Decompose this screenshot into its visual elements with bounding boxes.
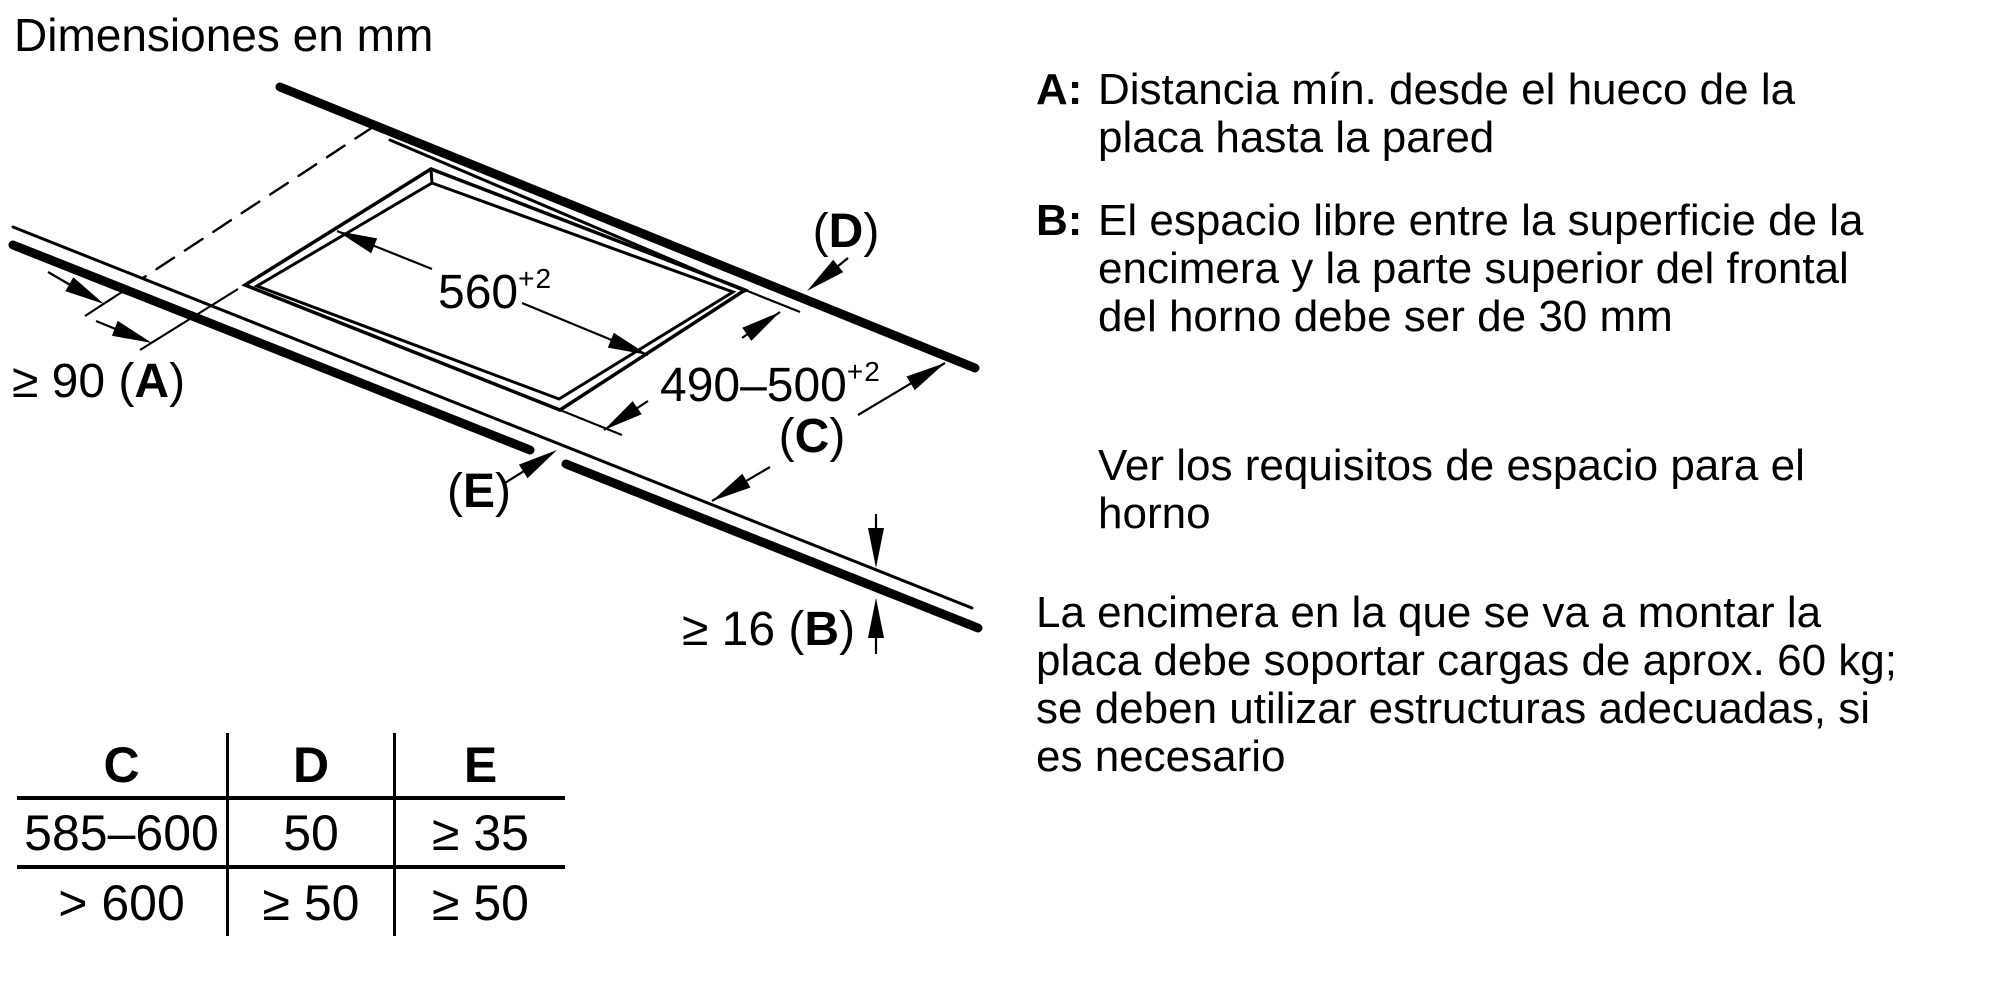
table-cell-e2: ≥ 50 bbox=[432, 874, 529, 931]
note-oven-space: Ver los requisitos de espacio para el horno bbox=[1098, 441, 1805, 538]
dim-560-value: 560 bbox=[438, 266, 519, 319]
label-e-arrowhead bbox=[519, 450, 557, 478]
table-header-d: D bbox=[229, 733, 396, 800]
dim-b-arrowhead-top bbox=[868, 528, 884, 568]
dim-c-arrowhead-upper bbox=[907, 363, 946, 390]
wall-reference-dashed-line bbox=[143, 127, 373, 278]
table-cell-d1: 50 bbox=[229, 800, 396, 869]
note-b-label: B: bbox=[1036, 196, 1083, 245]
dim-a-arrow-shaft-1 bbox=[48, 272, 72, 286]
dim-560-label bbox=[438, 255, 552, 317]
label-e: (E) bbox=[447, 465, 511, 518]
dim-560-arrowhead-left bbox=[337, 231, 377, 253]
cutout-corner-step bbox=[431, 169, 432, 183]
note-load-capacity: La encimera en la que se va a montar la placa debe soportar cargas de aprox. 60 kg; se deben utilizar estructuras adecuadas, si es necesario bbox=[1036, 588, 1897, 781]
note-b-text: El espacio libre entre la superficie de la encimera y la parte superior del frontal del horno debe ser de 30 mm bbox=[1098, 196, 1864, 341]
label-c: (C) bbox=[778, 410, 846, 463]
table-cell-c2: > 600 bbox=[17, 869, 229, 936]
dim-a-label: ≥ 90 (A) bbox=[12, 355, 186, 408]
table-cell-e1: ≥ 35 bbox=[396, 800, 565, 869]
dimensions-table bbox=[17, 733, 565, 936]
table-cell-c1: 585–600 bbox=[17, 800, 229, 869]
dim-560-arrowhead-right bbox=[608, 333, 648, 355]
dim-490-arrowhead-lower bbox=[604, 401, 642, 430]
dim-a-arrowhead-2 bbox=[112, 321, 152, 343]
dim-490-label bbox=[660, 348, 881, 410]
page-title: Dimensiones en mm bbox=[14, 9, 434, 61]
dim-a-extension-1 bbox=[85, 288, 128, 316]
dim-490-value: 490–500 bbox=[660, 359, 847, 412]
dim-490-arrowhead-upper bbox=[742, 312, 780, 341]
dim-b-arrowhead-bottom bbox=[868, 598, 884, 638]
label-d-arrowhead bbox=[807, 260, 843, 291]
dim-560-tolerance: +2 bbox=[518, 263, 553, 294]
dim-490-tolerance: +2 bbox=[846, 356, 881, 387]
dim-b-label: ≥ 16 (B) bbox=[682, 603, 856, 656]
note-a-text: Distancia mín. desde el hueco de la placa hasta la pared bbox=[1098, 65, 1796, 162]
table-header-c: C bbox=[17, 733, 229, 800]
label-d: (D) bbox=[812, 205, 880, 258]
note-a-label: A: bbox=[1036, 65, 1083, 114]
dim-c-arrowhead-lower bbox=[712, 474, 751, 501]
table-cell-d2: ≥ 50 bbox=[229, 869, 396, 936]
table-header-e: E bbox=[396, 733, 565, 800]
